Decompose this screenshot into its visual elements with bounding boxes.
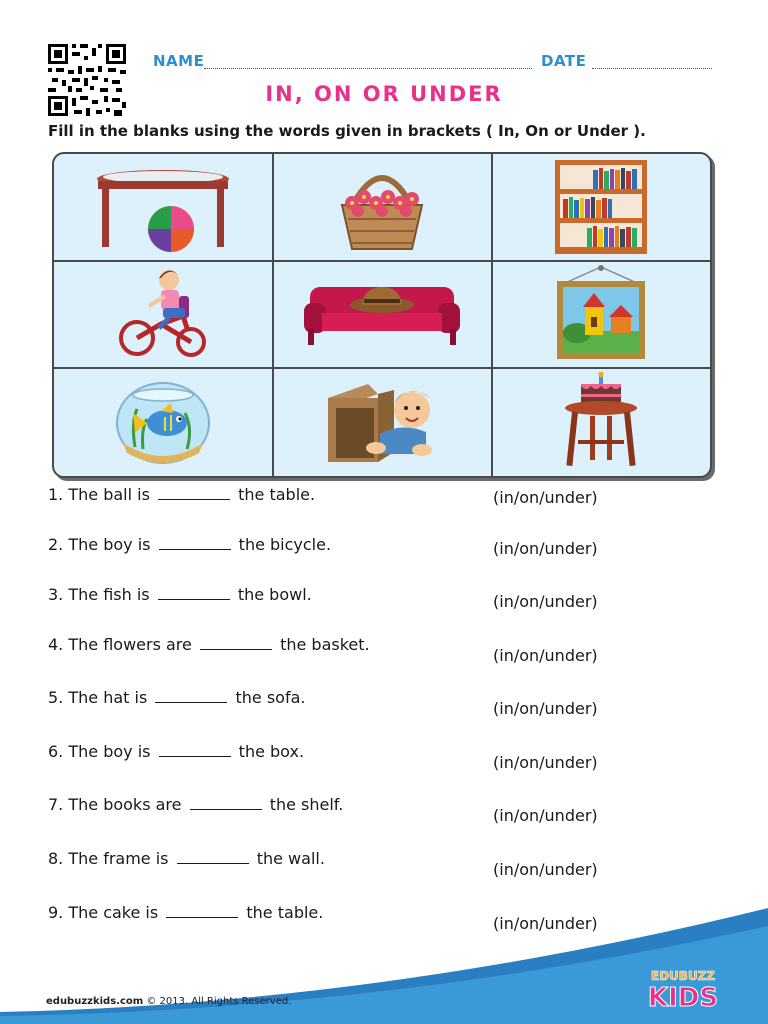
question-5: 5. The hat is the sofa. <box>48 688 306 707</box>
options-4: (in/on/under) <box>493 646 598 665</box>
options-2: (in/on/under) <box>493 539 598 558</box>
picture-cell-basket <box>273 154 491 260</box>
date-label: DATE <box>541 52 587 70</box>
qr-code-icon <box>46 42 128 118</box>
logo-line1: EDUBUZZ <box>650 969 716 983</box>
question-1: 1. The ball is the table. <box>48 485 316 504</box>
options-5: (in/on/under) <box>493 699 598 718</box>
hat-on-sofa-icon <box>302 279 462 349</box>
picture-grid <box>52 152 712 478</box>
options-7: (in/on/under) <box>493 806 598 825</box>
date-field[interactable] <box>592 68 712 69</box>
answer-blank-8[interactable] <box>177 849 249 864</box>
answer-blank-5[interactable] <box>155 688 227 703</box>
logo-line2: KIDS <box>647 983 719 1010</box>
options-6: (in/on/under) <box>493 753 598 772</box>
name-label: NAME <box>153 52 205 70</box>
answer-blank-3[interactable] <box>158 585 230 600</box>
cake-on-stool-icon <box>556 372 646 470</box>
boy-in-box-icon <box>322 378 442 464</box>
answer-blank-7[interactable] <box>190 795 262 810</box>
question-6: 6. The boy is the box. <box>48 742 305 761</box>
question-4: 4. The flowers are the basket. <box>48 635 370 654</box>
picture-cell-table-ball <box>54 154 272 260</box>
edubuzz-kids-logo <box>636 966 730 1010</box>
instruction-text: Fill in the blanks using the words given in brackets ( In, On or Under ). <box>48 122 646 140</box>
options-8: (in/on/under) <box>493 860 598 879</box>
footer-site[interactable]: edubuzzkids.com <box>46 996 144 1007</box>
answer-blank-4[interactable] <box>200 635 272 650</box>
question-7: 7. The books are the shelf. <box>48 795 344 814</box>
answer-blank-2[interactable] <box>159 535 231 550</box>
picture-cell-fishbowl <box>54 368 272 474</box>
name-field[interactable] <box>204 68 532 69</box>
boy-on-tricycle-icon <box>113 266 213 362</box>
picture-cell-tricycle <box>54 261 272 367</box>
worksheet-title: IN, ON OR UNDER <box>265 82 503 106</box>
answer-blank-6[interactable] <box>159 742 231 757</box>
picture-cell-bookshelf <box>492 154 710 260</box>
footer-text <box>46 996 291 1007</box>
options-1: (in/on/under) <box>493 488 598 507</box>
answer-blank-1[interactable] <box>158 485 230 500</box>
picture-cell-sofa <box>273 261 491 367</box>
options-9: (in/on/under) <box>493 914 598 933</box>
question-9: 9. The cake is the table. <box>48 903 324 922</box>
picture-cell-cake-stool <box>492 368 710 474</box>
question-8: 8. The frame is the wall. <box>48 849 325 868</box>
options-3: (in/on/under) <box>493 592 598 611</box>
flower-basket-icon <box>332 159 432 255</box>
question-2: 2. The boy is the bicycle. <box>48 535 332 554</box>
bookshelf-icon <box>553 158 649 256</box>
question-3: 3. The fish is the bowl. <box>48 585 312 604</box>
footer-copyright: © 2013. All Rights Reserved. <box>146 996 292 1007</box>
table-with-ball-icon <box>88 159 238 255</box>
picture-cell-frame <box>492 261 710 367</box>
picture-cell-box <box>273 368 491 474</box>
framed-picture-icon <box>551 265 651 363</box>
fish-bowl-icon <box>113 373 213 469</box>
